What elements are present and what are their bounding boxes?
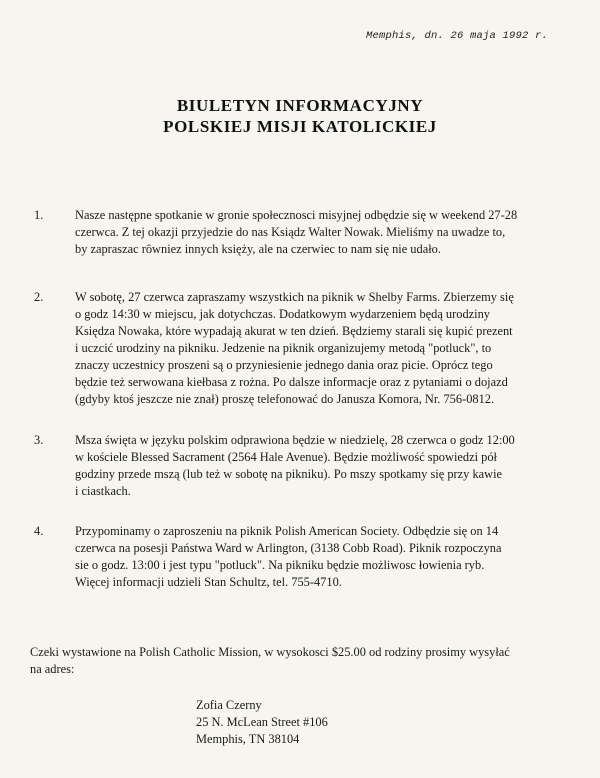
item-line: i ciastkach. [75, 484, 131, 498]
item-line: by zapraszac rôwniez innych księży, ale na czerwiec to nam się nie udało. [75, 242, 441, 256]
mailing-address [196, 697, 328, 748]
document-title [0, 95, 600, 137]
item-line: znaczy uczestnicy proszeni są o przyniesienie jednego dania oraz picie. Oprócz tego [75, 358, 493, 372]
closing-paragraph [30, 644, 570, 678]
item-line: będzie też serwowana kiełbasa z rożna. Po dalsze informacje oraz z pytaniami o dojazd [75, 375, 508, 389]
item-text [75, 207, 565, 258]
title-line-2: POLSKIEJ MISJI KATOLICKIEJ [163, 117, 437, 136]
item-line: i uczcić urodziny na pikniku. Jedzenie na piknik organizujemy metodą "potluck", to [75, 341, 492, 355]
item-text [75, 289, 565, 408]
item-number: 2. [34, 290, 44, 304]
item-number: 1. [34, 208, 44, 222]
closing-line: Czeki wystawione na Polish Catholic Mission, w wysokosci $25.00 od rodziny prosimy wysyłać [30, 645, 510, 659]
item-number: 3. [34, 433, 44, 447]
item-line: godziny przede mszą (lub też w sobotę na pikniku). Po mszy spotkamy się przy kawie [75, 467, 503, 481]
dateline: Memphis, dn. 26 maja 1992 r. [365, 30, 548, 42]
item-line: Księdza Nowaka, które wypadają akurat w ten dzień. Będziemy starali się kupić prezent [75, 324, 513, 338]
item-line: (gdyby ktoś jeszcze nie znał) proszę telefonować do Janusza Komora, Nr. 756-0812. [75, 392, 495, 406]
item-line: Nasze następne spotkanie w gronie społecznosci misyjnej odbędzie się w weekend 27-28 [75, 208, 518, 222]
item-line: czerwca. Z tej okazji przyjedzie do nas Ksiądz Walter Nowak. Mieliśmy na uwadze to, [75, 225, 506, 239]
address-name: Zofia Czerny [196, 698, 262, 712]
closing-line: na adres: [30, 662, 75, 676]
item-line: Więcej informacji udzieli Stan Schultz, tel. 755-4710. [75, 575, 342, 589]
item-line: w kościele Blessed Sacrament (2564 Hale Avenue). Będzie możliwość spowiedzi pół [75, 450, 497, 464]
item-line: Przypominamy o zaproszeniu na piknik Polish American Society. Odbędzie się on 14 [75, 524, 499, 538]
item-line: W sobotę, 27 czerwca zapraszamy wszystkich na piknik w Shelby Farms. Zbierzemy się [75, 290, 514, 304]
item-line: o godz 14:30 w miejscu, jak dotychczas. Dodatkowym wydarzeniem będą urodziny [75, 307, 490, 321]
address-city: Memphis, TN 38104 [196, 732, 300, 746]
item-line: Msza święta w języku polskim odprawiona będzie w niedzielę, 28 czerwca o godz 12:00 [75, 433, 515, 447]
item-line: sie o godz. 13:00 i jest typu "potluck". Na pikniku będzie możliwosc łowienia ryb. [75, 558, 485, 572]
title-line-1: BIULETYN INFORMACYJNY [176, 96, 424, 115]
item-number: 4. [34, 524, 44, 538]
address-street: 25 N. McLean Street #106 [196, 715, 328, 729]
item-line: czerwca na posesji Państwa Ward w Arlington, (3138 Cobb Road). Piknik rozpoczyna [75, 541, 502, 555]
item-text [75, 432, 565, 500]
item-text [75, 523, 565, 591]
